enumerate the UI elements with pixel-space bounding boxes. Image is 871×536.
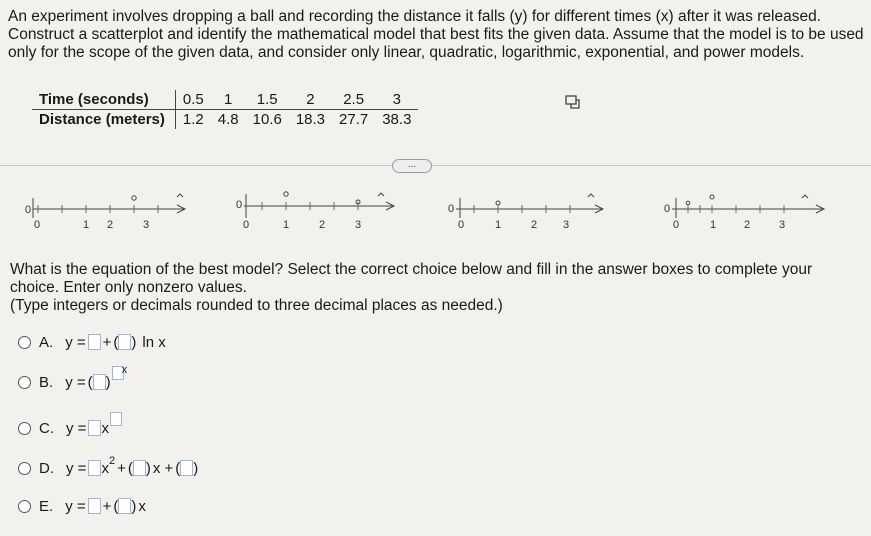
- tick-label: 3: [779, 219, 786, 231]
- paren: (: [127, 459, 133, 477]
- choice-c[interactable]: [18, 417, 122, 439]
- equation-text: y =: [66, 459, 87, 477]
- exponent-x: x: [121, 364, 128, 376]
- choice-d[interactable]: [18, 457, 198, 479]
- answer-box-e1[interactable]: [88, 498, 101, 514]
- tick-label: 0: [458, 219, 465, 231]
- tick-label: 1: [495, 219, 502, 231]
- operator: +: [117, 459, 126, 477]
- equation-text: y =: [65, 497, 86, 515]
- distance-cell: 1.2: [182, 111, 204, 128]
- distance-cell: 27.7: [339, 111, 369, 128]
- question-text: [10, 261, 855, 315]
- choice-letter: D.: [39, 459, 54, 477]
- choice-a[interactable]: [18, 331, 168, 353]
- choice-e[interactable]: [18, 495, 148, 517]
- distance-cell: 18.3: [295, 111, 326, 128]
- time-cell: 0.5: [175, 90, 210, 110]
- tick-label: 3: [143, 219, 150, 231]
- section-divider: [0, 165, 871, 166]
- answer-box-d1[interactable]: [88, 460, 101, 476]
- y-axis-label: 0: [664, 203, 671, 215]
- row-label-time: Time (seconds): [32, 90, 175, 110]
- table-row-distance: [32, 110, 418, 130]
- radio-c[interactable]: [18, 422, 31, 435]
- paren: ): [145, 459, 151, 477]
- paren: ): [193, 459, 199, 477]
- paren: (: [175, 459, 181, 477]
- paren: (: [113, 497, 119, 515]
- equation-text: y =: [65, 373, 86, 391]
- choice-letter: E.: [39, 497, 54, 515]
- equation-text: y =: [66, 419, 87, 437]
- question-line-2: (Type integers or decimals rounded to three decimal places as needed.): [10, 297, 503, 314]
- answer-box-a2[interactable]: [118, 334, 131, 350]
- y-axis-label: 0: [25, 204, 32, 216]
- answer-box-b1[interactable]: [93, 374, 106, 390]
- choice-letter: C.: [39, 419, 54, 437]
- ln-term: ln x: [142, 333, 166, 351]
- tick-label: 2: [319, 219, 326, 231]
- tick-label: 2: [107, 219, 114, 231]
- tick-label: 2: [744, 219, 751, 231]
- paren: ): [105, 373, 111, 391]
- radio-b[interactable]: [18, 376, 31, 389]
- operator: +: [102, 333, 112, 351]
- equation-text: y =: [65, 333, 86, 351]
- distance-cell: 10.6: [252, 111, 282, 128]
- variable-x: x: [101, 459, 109, 477]
- distance-cell: 38.3: [382, 111, 412, 128]
- answer-box-d2[interactable]: [133, 460, 146, 476]
- variable-x: x: [138, 497, 146, 515]
- graph-option-2[interactable]: [236, 188, 421, 233]
- data-table: [32, 90, 418, 129]
- distance-cell: 4.8: [217, 111, 239, 128]
- answer-box-e2[interactable]: [118, 498, 131, 514]
- problem-statement: An experiment involves dropping a ball and recording the distance it falls (y) for different times (x) after it was released. Construct a scatterplot and identify the mathematical model that best fits the given data. Assume that the model is to be used only for the scope of the given data, and consider only linear, quadratic, logarithmic, exponential, and power models.: [8, 8, 864, 61]
- tick-label: 0: [673, 219, 680, 231]
- answer-box-c1[interactable]: [88, 420, 101, 436]
- graph-option-1[interactable]: [25, 188, 210, 233]
- question-line-1: What is the equation of the best model? Select the correct choice below and fill in the answer boxes to complete your choice. Enter only nonzero values.: [10, 261, 813, 296]
- y-axis-label: 0: [448, 203, 455, 215]
- time-cell: 3: [375, 90, 418, 110]
- more-button[interactable]: ...: [392, 159, 432, 173]
- answer-box-a1[interactable]: [88, 334, 101, 350]
- time-cell: 1: [211, 90, 246, 110]
- radio-a[interactable]: [18, 336, 31, 349]
- exponent-2: 2: [108, 455, 116, 467]
- tick-label: 3: [355, 219, 362, 231]
- choice-b[interactable]: [18, 364, 128, 393]
- paren: ): [131, 497, 137, 515]
- variable-x: x: [101, 419, 109, 437]
- tick-label: 1: [83, 219, 90, 231]
- tick-label: 1: [283, 219, 290, 231]
- time-cell: 1.5: [246, 90, 289, 110]
- paren: ): [131, 333, 137, 351]
- tick-label: 0: [243, 219, 250, 231]
- choice-letter: A.: [39, 333, 54, 351]
- tick-label: 0: [34, 219, 41, 231]
- radio-e[interactable]: [18, 500, 31, 513]
- copy-icon[interactable]: [564, 93, 582, 111]
- time-cell: 2: [289, 90, 332, 110]
- paren: (: [113, 333, 119, 351]
- row-label-distance: Distance (meters): [32, 110, 175, 130]
- answer-box-d3[interactable]: [180, 460, 193, 476]
- graph-option-3[interactable]: [448, 188, 633, 233]
- time-cell: 2.5: [332, 90, 375, 110]
- choice-letter: B.: [39, 373, 54, 391]
- table-row-time: [32, 90, 418, 110]
- answer-box-c2[interactable]: [110, 412, 122, 426]
- operator: x +: [152, 459, 174, 477]
- operator: +: [102, 497, 112, 515]
- tick-label: 1: [710, 219, 717, 231]
- graph-option-4[interactable]: [664, 188, 849, 233]
- tick-label: 2: [531, 219, 538, 231]
- paren: (: [87, 373, 93, 391]
- y-axis-label: 0: [236, 199, 243, 211]
- radio-d[interactable]: [18, 462, 31, 475]
- tick-label: 3: [563, 219, 570, 231]
